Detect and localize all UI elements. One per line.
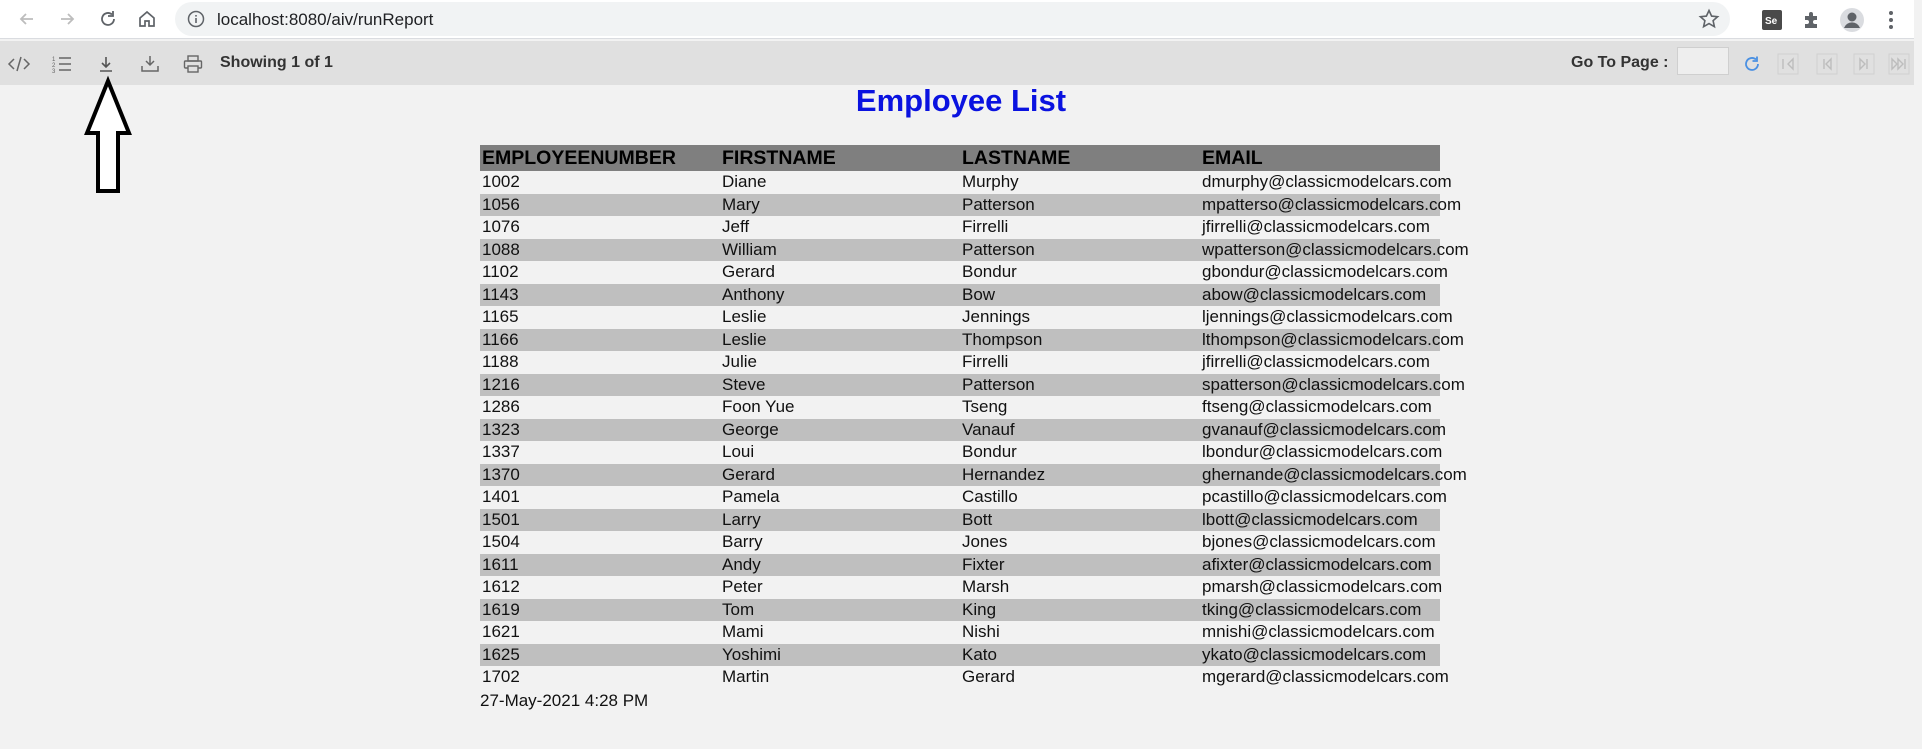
- table-row: [480, 284, 1440, 307]
- employee-number-cell: 1504: [482, 532, 520, 552]
- first-name-cell: Foon Yue: [722, 397, 795, 417]
- arrow-left-icon: [17, 9, 37, 29]
- email-cell: bjones@classicmodelcars.com: [1202, 532, 1436, 552]
- employee-number-cell: 1188: [482, 352, 519, 372]
- first-name-cell: Diane: [722, 172, 767, 192]
- table-of-contents-button[interactable]: [50, 52, 74, 76]
- report-generated-date: 27-May-2021 4:28 PM: [480, 691, 649, 710]
- email-cell: ftseng@classicmodelcars.com: [1202, 397, 1432, 417]
- email-cell: wpatterson@classicmodelcars.com: [1200, 239, 1440, 262]
- report-toolbar: [0, 41, 1914, 85]
- table-row: [480, 216, 1440, 239]
- last-name-cell: Hernandez: [960, 464, 1200, 487]
- email-cell: lbondur@classicmodelcars.com: [1202, 442, 1443, 462]
- profile-button[interactable]: [1839, 7, 1865, 33]
- first-name-cell: Leslie: [722, 307, 767, 327]
- employee-table: [480, 145, 1469, 689]
- svg-text:1: 1: [52, 57, 56, 63]
- email-cell: lthompson@classicmodelcars.com: [1200, 329, 1440, 352]
- last-name-cell: Tseng: [962, 397, 1008, 417]
- last-name-cell: Jones: [962, 532, 1008, 552]
- print-button[interactable]: [181, 52, 205, 76]
- employee-number-cell: 1370: [480, 464, 720, 487]
- last-name-cell: King: [960, 599, 1200, 622]
- employee-number-cell: 1166: [480, 329, 720, 352]
- first-name-cell: Tom: [720, 599, 960, 622]
- employee-number-cell: 1286: [482, 397, 520, 417]
- employee-number-cell: 1702: [482, 667, 520, 687]
- employee-number-cell: 1621: [482, 622, 520, 642]
- table-row: [480, 396, 1440, 419]
- table-row: [480, 374, 1440, 397]
- svg-text:2: 2: [52, 63, 56, 69]
- download-icon: [97, 55, 115, 73]
- email-cell: gbondur@classicmodelcars.com: [1202, 262, 1448, 282]
- forward-button[interactable]: [52, 4, 82, 34]
- last-page-icon: [1888, 53, 1910, 75]
- email-cell: dmurphy@classicmodelcars.com: [1202, 172, 1452, 192]
- last-name-cell: Gerard: [962, 667, 1015, 687]
- first-name-cell: William: [720, 239, 960, 262]
- last-name-cell: Patterson: [960, 194, 1200, 217]
- view-source-button[interactable]: [7, 52, 31, 76]
- email-cell: jfirrelli@classicmodelcars.com: [1202, 217, 1430, 237]
- first-name-cell: Mary: [720, 194, 960, 217]
- first-name-cell: Barry: [722, 532, 763, 552]
- email-cell: jfirrelli@classicmodelcars.com: [1202, 352, 1430, 372]
- svg-text:Se: Se: [1765, 16, 1778, 27]
- numbered-list-icon: [52, 55, 72, 73]
- save-to-tray-icon: [140, 55, 160, 73]
- last-name-cell: Bondur: [962, 442, 1017, 462]
- prev-page-button[interactable]: [1816, 53, 1838, 75]
- first-name-cell: Gerard: [722, 262, 775, 282]
- svg-text:3: 3: [52, 69, 56, 75]
- table-row: [480, 171, 1440, 194]
- last-name-cell: Kato: [960, 644, 1200, 667]
- first-name-cell: Yoshimi: [720, 644, 960, 667]
- first-name-cell: George: [720, 419, 960, 442]
- next-page-icon: [1853, 53, 1875, 75]
- email-cell: spatterson@classicmodelcars.com: [1200, 374, 1440, 397]
- refresh-icon: [1743, 55, 1761, 73]
- first-name-cell: Martin: [722, 667, 770, 687]
- column-header-employeenumber: EMPLOYEENUMBER: [480, 145, 720, 171]
- profile-icon: [1839, 7, 1865, 33]
- last-name-cell: Bondur: [962, 262, 1017, 282]
- table-row: [480, 554, 1440, 577]
- first-name-cell: Leslie: [720, 329, 960, 352]
- email-cell: pmarsh@classicmodelcars.com: [1202, 577, 1443, 597]
- last-page-button[interactable]: [1888, 53, 1910, 75]
- last-name-cell: Nishi: [962, 622, 1000, 642]
- first-name-cell: Anthony: [720, 284, 960, 307]
- code-icon: [8, 55, 30, 73]
- last-name-cell: Patterson: [960, 374, 1200, 397]
- email-cell: gvanauf@classicmodelcars.com: [1200, 419, 1440, 442]
- first-name-cell: Jeff: [722, 217, 750, 237]
- employee-number-cell: 1076: [482, 217, 520, 237]
- table-row: [480, 599, 1440, 622]
- kebab-menu-icon: [1888, 10, 1894, 30]
- last-name-cell: Bow: [960, 284, 1200, 307]
- employee-table-container: [480, 145, 1469, 687]
- address-bar[interactable]: [175, 2, 1730, 36]
- first-name-cell: Larry: [720, 509, 960, 532]
- employee-number-cell: 1102: [482, 262, 519, 282]
- email-cell: lbott@classicmodelcars.com: [1200, 509, 1440, 532]
- employee-number-cell: 1612: [482, 577, 520, 597]
- table-row: [480, 239, 1440, 262]
- email-cell: mpatterso@classicmodelcars.com: [1200, 194, 1440, 217]
- arrow-right-icon: [57, 9, 77, 29]
- table-row: [480, 486, 1440, 509]
- export-button[interactable]: [94, 52, 118, 76]
- column-header-lastname: LASTNAME: [960, 145, 1200, 171]
- last-name-cell: Firrelli: [962, 352, 1009, 372]
- first-name-cell: Loui: [722, 442, 755, 462]
- table-body: [480, 171, 1469, 689]
- table-row: [480, 464, 1440, 487]
- first-name-cell: Julie: [722, 352, 757, 372]
- table-row: [480, 621, 1440, 644]
- last-name-cell: Murphy: [962, 172, 1019, 192]
- table-row: [480, 194, 1440, 217]
- employee-number-cell: 1401: [482, 487, 520, 507]
- extensions-button[interactable]: [1799, 7, 1825, 33]
- employee-number-cell: 1056: [480, 194, 720, 217]
- star-icon[interactable]: [1698, 8, 1720, 30]
- back-button[interactable]: [12, 4, 42, 34]
- table-row: [480, 531, 1440, 554]
- next-page-button[interactable]: [1853, 53, 1875, 75]
- table-row: [480, 666, 1440, 689]
- url-text[interactable]: localhost:8080/aiv/runReport: [217, 10, 434, 29]
- email-cell: pcastillo@classicmodelcars.com: [1202, 487, 1447, 507]
- employee-number-cell: 1501: [480, 509, 720, 532]
- reload-button[interactable]: [93, 4, 123, 34]
- selenium-extension-button[interactable]: [1759, 7, 1785, 33]
- save-button[interactable]: [138, 52, 162, 76]
- email-cell: ykato@classicmodelcars.com: [1200, 644, 1440, 667]
- last-name-cell: Patterson: [960, 239, 1200, 262]
- last-name-cell: Jennings: [962, 307, 1031, 327]
- refresh-button[interactable]: [1741, 53, 1763, 75]
- employee-number-cell: 1337: [482, 442, 520, 462]
- table-row: [480, 306, 1440, 329]
- employee-number-cell: 1619: [480, 599, 720, 622]
- email-cell: tking@classicmodelcars.com: [1200, 599, 1440, 622]
- table-row: [480, 329, 1440, 352]
- column-header-firstname: FIRSTNAME: [720, 145, 960, 171]
- email-cell: mnishi@classicmodelcars.com: [1202, 622, 1435, 642]
- table-row: [480, 419, 1440, 442]
- first-page-button[interactable]: [1777, 53, 1799, 75]
- table-row: [480, 644, 1440, 667]
- home-icon: [137, 9, 157, 29]
- employee-number-cell: 1216: [480, 374, 720, 397]
- chrome-menu-button[interactable]: [1878, 7, 1904, 33]
- first-name-cell: Andy: [720, 554, 960, 577]
- puzzle-icon: [1801, 9, 1823, 31]
- first-name-cell: Steve: [720, 374, 960, 397]
- email-cell: ljennings@classicmodelcars.com: [1202, 307, 1453, 327]
- employee-number-cell: 1323: [480, 419, 720, 442]
- first-name-cell: Peter: [722, 577, 763, 597]
- email-cell: abow@classicmodelcars.com: [1200, 284, 1440, 307]
- browser-toolbar: [0, 0, 1914, 39]
- selenium-ide-icon: [1761, 9, 1783, 31]
- column-header-email: EMAIL: [1200, 145, 1440, 171]
- table-header-row: [480, 145, 1440, 171]
- last-name-cell: Bott: [960, 509, 1200, 532]
- employee-number-cell: 1165: [482, 307, 519, 327]
- printer-icon: [183, 55, 203, 73]
- info-icon[interactable]: [187, 10, 205, 28]
- first-name-cell: Pamela: [722, 487, 780, 507]
- goto-page-label: Go To Page :: [1571, 54, 1669, 71]
- page-indicator: Showing 1 of 1: [220, 54, 333, 71]
- reload-icon: [98, 9, 118, 29]
- last-name-cell: Marsh: [962, 577, 1010, 597]
- first-name-cell: Gerard: [720, 464, 960, 487]
- home-button[interactable]: [132, 4, 162, 34]
- table-row: [480, 351, 1440, 374]
- table-row: [480, 576, 1440, 599]
- table-row: [480, 509, 1440, 532]
- email-cell: mgerard@classicmodelcars.com: [1202, 667, 1449, 687]
- last-name-cell: Fixter: [960, 554, 1200, 577]
- employee-number-cell: 1611: [480, 554, 720, 577]
- table-row: [480, 441, 1440, 464]
- email-cell: ghernande@classicmodelcars.com: [1200, 464, 1440, 487]
- report-title: Employee List: [855, 83, 1067, 118]
- last-name-cell: Castillo: [962, 487, 1018, 507]
- last-name-cell: Vanauf: [960, 419, 1200, 442]
- prev-page-icon: [1816, 53, 1838, 75]
- employee-number-cell: 1088: [480, 239, 720, 262]
- email-cell: afixter@classicmodelcars.com: [1200, 554, 1440, 577]
- goto-page-input[interactable]: [1677, 47, 1729, 75]
- last-name-cell: Firrelli: [962, 217, 1009, 237]
- employee-number-cell: 1625: [480, 644, 720, 667]
- table-row: [480, 261, 1440, 284]
- employee-number-cell: 1002: [482, 172, 520, 192]
- last-name-cell: Thompson: [960, 329, 1200, 352]
- first-name-cell: Mami: [722, 622, 764, 642]
- employee-number-cell: 1143: [480, 284, 720, 307]
- first-page-icon: [1777, 53, 1799, 75]
